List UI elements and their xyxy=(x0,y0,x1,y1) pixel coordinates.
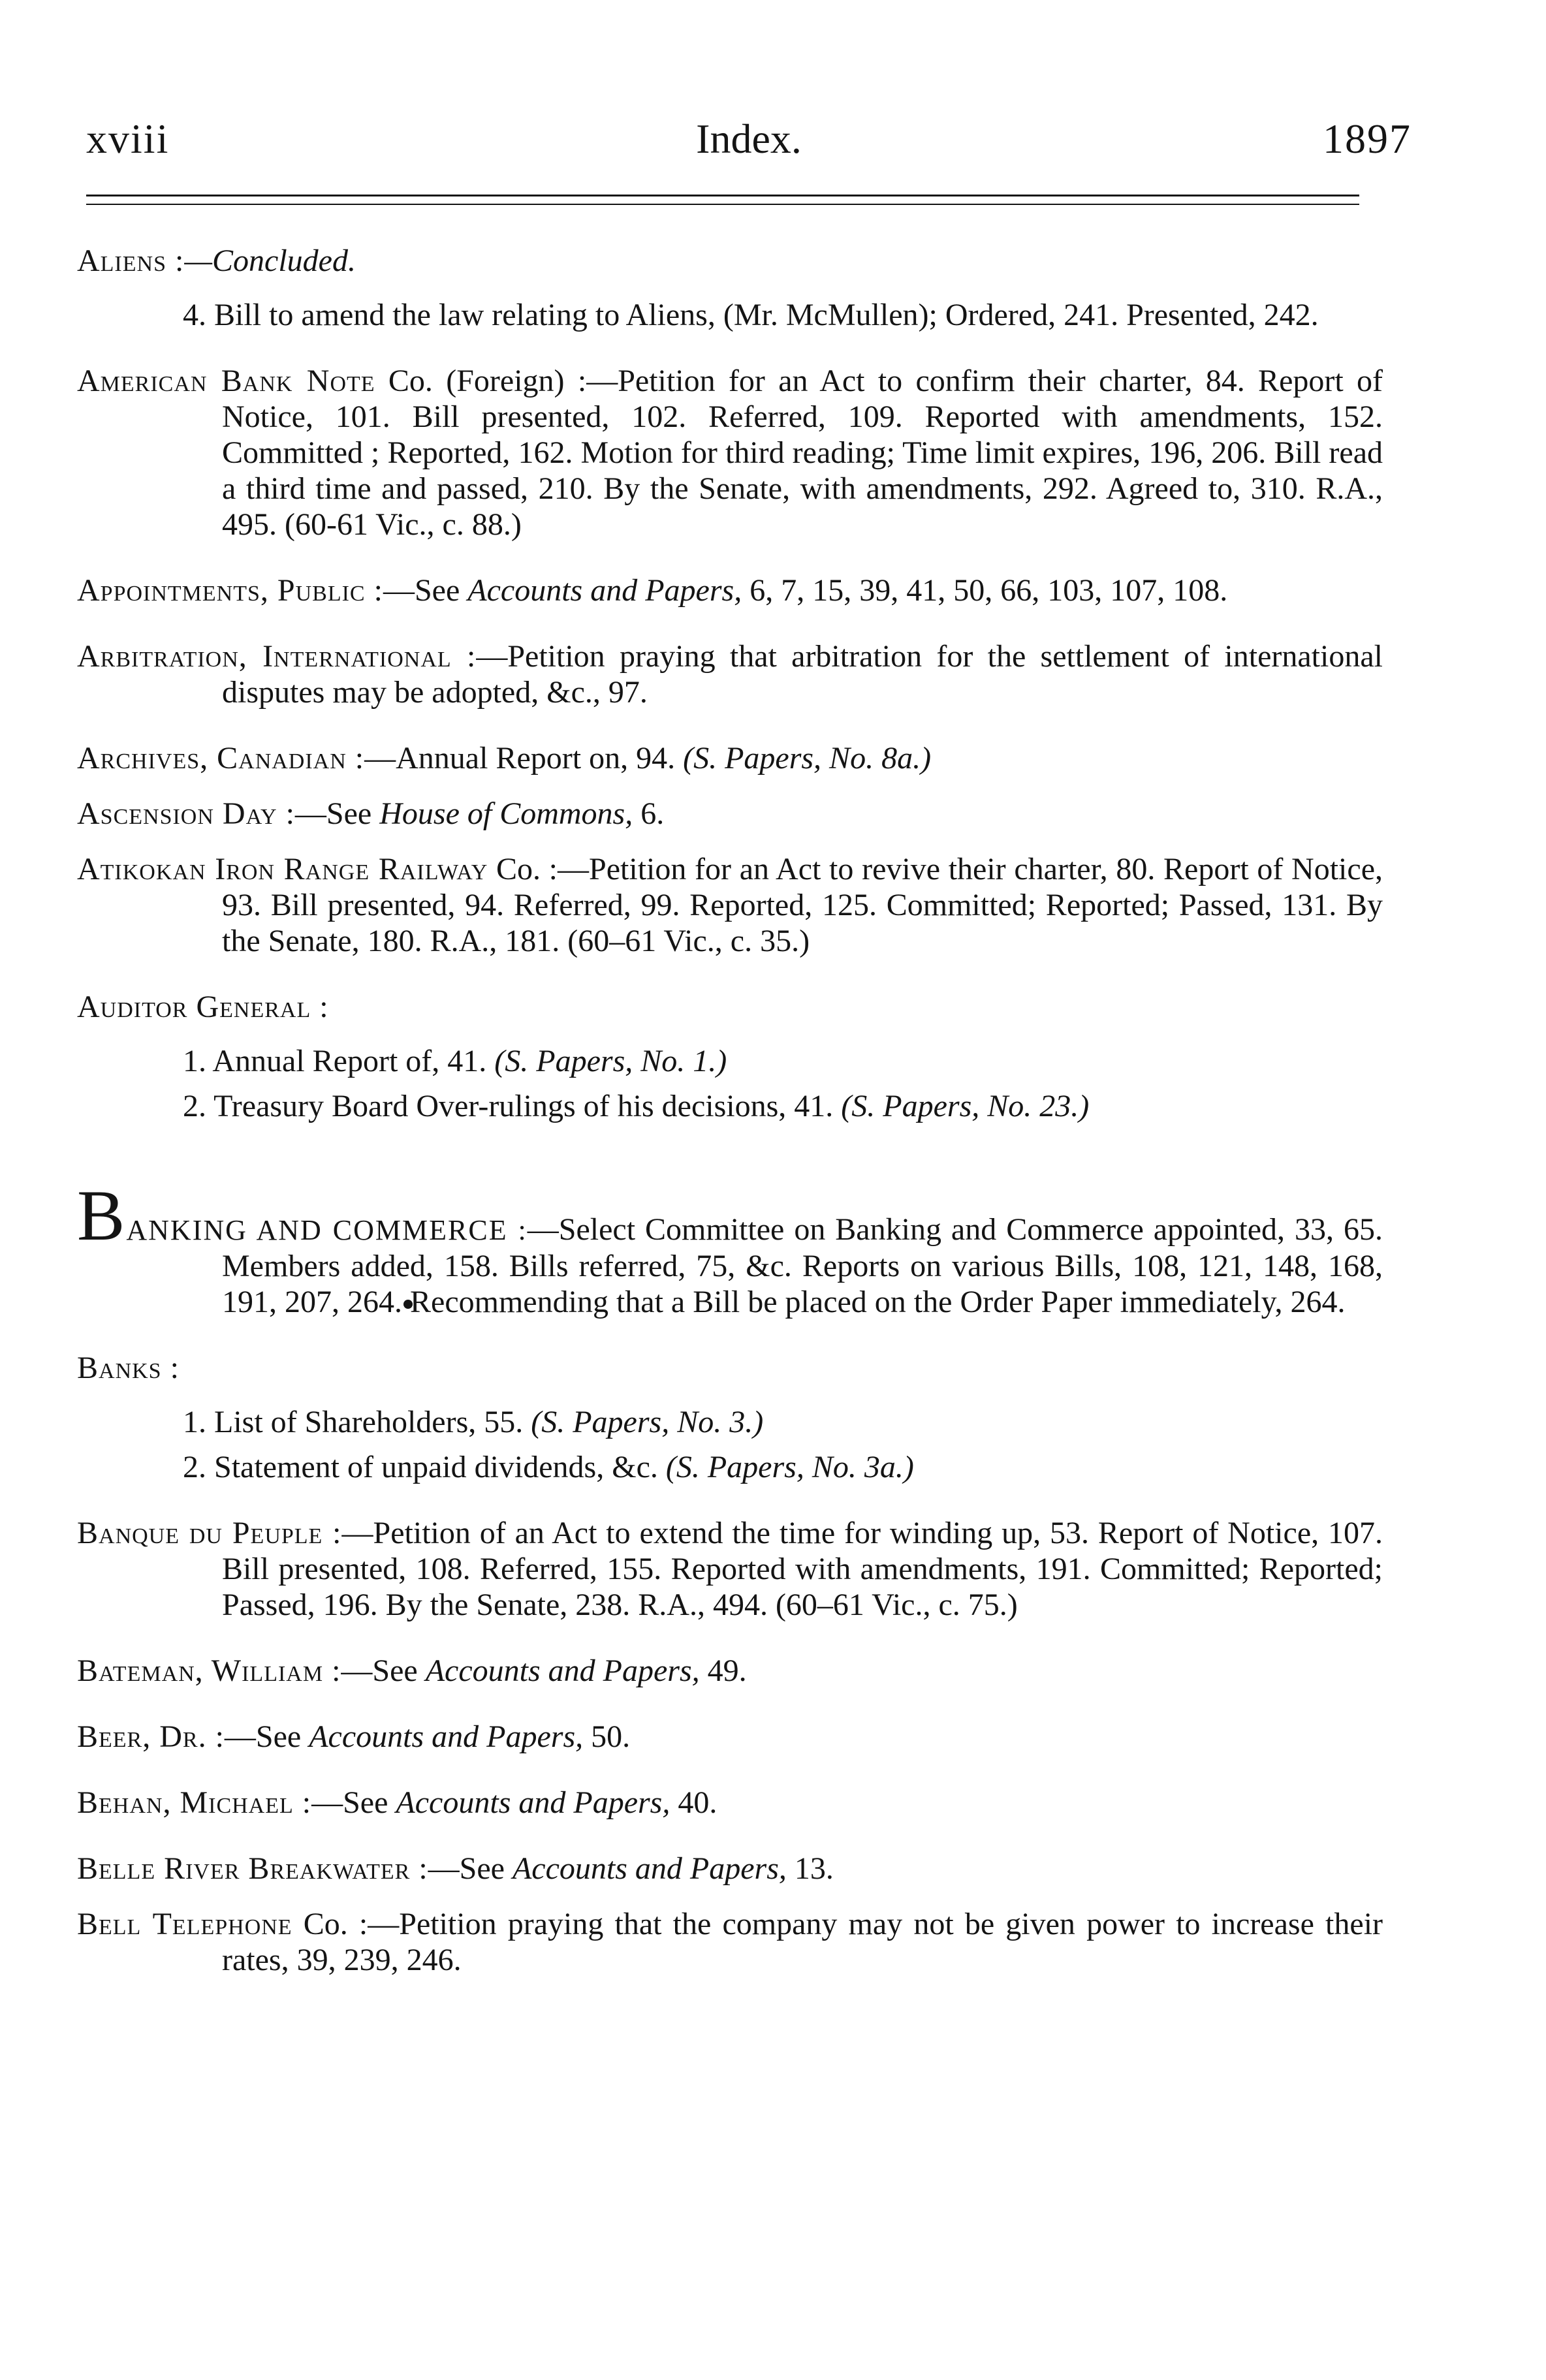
entry-bell-telephone xyxy=(77,1906,1383,1978)
entry-ascension xyxy=(77,796,1383,832)
entry-subitem xyxy=(77,1088,1383,1124)
entry-belle-river xyxy=(77,1851,1383,1887)
entry-heading: Behan, Michael : xyxy=(77,1785,312,1820)
entry-heading: Aliens : xyxy=(77,243,185,278)
entry-heading: Bateman, William : xyxy=(77,1653,341,1688)
entry-reference: Accounts and Papers, xyxy=(467,573,742,608)
entry-pages: 40. xyxy=(670,1785,718,1820)
page-title: Index. xyxy=(696,116,802,162)
entry-heading: Bell Telephone xyxy=(77,1907,292,1941)
entry-appointments xyxy=(77,572,1383,608)
entry-atikokan xyxy=(77,851,1383,959)
entry-heading: Banque du Peuple : xyxy=(77,1516,342,1550)
entry-text: —See xyxy=(224,1719,309,1754)
subitem-text: Bill to amend the law relating to Aliens, (Mr. McMullen); Ordered, 241. Presented, 242. xyxy=(214,298,1319,332)
entry-auditor-general xyxy=(77,989,1383,1124)
entry-heading-line xyxy=(77,1350,1383,1386)
entry-pages: 6, 7, 15, 39, 41, 50, 66, 103, 107, 108. xyxy=(742,573,1228,608)
page-number: xviii xyxy=(86,116,170,162)
entry-heading-rest: Co. : xyxy=(292,1907,368,1941)
entry-heading-line xyxy=(77,243,1383,279)
entry-subitem xyxy=(77,1404,1383,1440)
entry-reference: Accounts and Papers, xyxy=(512,1851,787,1886)
entry-subitem xyxy=(77,1449,1383,1485)
index-content xyxy=(77,243,1383,2008)
entry-text: —Select Committee on Banking and Commerce appointed, 33, 65. Members added, 158. Bills referred, 75, &c. Reports on various Bills, 108, 121, 148, 168, 191, 207, 264. Recommending that a Bill be placed on the Order Paper immediately, 264. xyxy=(222,1212,1383,1319)
subitem-text: Statement of unpaid dividends, &c. xyxy=(214,1450,666,1484)
entry-archives xyxy=(77,740,1383,776)
entry-heading: Auditor General : xyxy=(77,990,329,1024)
entry-reference: Accounts and Papers, xyxy=(425,1653,700,1688)
entry-subitem xyxy=(77,1043,1383,1079)
entry-reference: Accounts and Papers, xyxy=(309,1719,584,1754)
entry-heading: Archives, Canadian : xyxy=(77,741,365,775)
entry-heading: Banks : xyxy=(77,1351,180,1385)
entry-text: —Petition praying that arbitration for the settlement of international disputes may be adopted, &c., 97. xyxy=(222,639,1383,710)
subitem-reference: (S. Papers, No. 23.) xyxy=(841,1089,1090,1123)
entry-reference: (S. Papers, No. 8a.) xyxy=(683,741,932,775)
entry-pages: 49. xyxy=(699,1653,747,1688)
subitem-number: 1. xyxy=(183,1044,206,1078)
entry-pages: 6. xyxy=(633,796,665,831)
entry-reference: Accounts and Papers, xyxy=(396,1785,670,1820)
entry-heading: Arbitration, International : xyxy=(77,639,477,674)
entry-text: —See xyxy=(341,1653,426,1688)
header-rule-top xyxy=(86,195,1359,196)
entry-text: —See xyxy=(311,1785,396,1820)
entry-text: —Petition praying that the company may not be given power to increase their rates, 39, 239, 246. xyxy=(222,1907,1383,1977)
entry-text: —Petition for an Act to revive their charter, 80. Report of Notice, 93. Bill presented, 94. Referred, 99. Reported, 125. Committed; Reported; Passed, 131. By the Senate, 180. R.A., 181. (60–61 Vic., c. 35.) xyxy=(222,852,1383,958)
entry-pages: 50. xyxy=(583,1719,631,1754)
entry-reference: House of Commons, xyxy=(379,796,633,831)
entry-pages: 13. xyxy=(786,1851,834,1886)
entry-note: —Concluded. xyxy=(184,243,356,278)
entry-arbitration xyxy=(77,638,1383,710)
subitem-text: List of Shareholders, 55. xyxy=(214,1405,531,1439)
entry-heading: Ascension Day : xyxy=(77,796,295,831)
subitem-reference: (S. Papers, No. 1.) xyxy=(494,1044,727,1078)
subitem-reference: (S. Papers, No. 3.) xyxy=(531,1405,764,1439)
entry-banks xyxy=(77,1350,1383,1485)
subitem-text: Treasury Board Over-rulings of his decisions, 41. xyxy=(213,1089,842,1123)
entry-banking-commerce xyxy=(77,1176,1383,1320)
page-header xyxy=(86,110,1412,168)
header-rule-bottom xyxy=(86,204,1359,205)
entry-banque-du-peuple xyxy=(77,1515,1383,1623)
entry-american-bank-note xyxy=(77,363,1383,542)
entry-bateman xyxy=(77,1653,1383,1689)
entry-text: —Annual Report on, 94. xyxy=(364,741,684,775)
entry-heading: ANKING AND COMMERCE : xyxy=(126,1214,528,1246)
drop-cap-letter: B xyxy=(77,1176,125,1255)
subitem-reference: (S. Papers, No. 3a.) xyxy=(665,1450,914,1484)
entry-text: —See xyxy=(428,1851,513,1886)
entry-subitem xyxy=(77,297,1383,333)
entry-heading: Atikokan Iron Range Railway xyxy=(77,852,488,886)
entry-heading-rest: Co. : xyxy=(488,852,558,886)
entry-beer xyxy=(77,1719,1383,1755)
entry-text: —Petition of an Act to extend the time for winding up, 53. Report of Notice, 107. Bill presented, 108. Referred, 155. Reported with amendments, 191. Committed; Reported; Passed, 196. By the Senate, 238. R.A., 494. (60–61 Vic., c. 75.) xyxy=(222,1516,1383,1622)
subitem-number: 4. xyxy=(183,298,206,332)
subitem-number: 2. xyxy=(183,1450,206,1484)
page-year: 1897 xyxy=(1323,116,1412,162)
entry-text: —Petition for an Act to confirm their charter, 84. Report of Notice, 101. Bill presented, 102. Referred, 109. Reported with amendments, 152. Committed ; Reported, 162. Motion for third reading; Time limit expires, 196, 206. Bill read a third time and passed, 210. By the Senate, with amendments, 292. Agreed to, 310. R.A., 495. (60-61 Vic., c. 88.) xyxy=(222,364,1383,542)
subitem-text: Annual Report of, 41. xyxy=(212,1044,495,1078)
subitem-number: 1. xyxy=(183,1405,206,1439)
entry-aliens xyxy=(77,243,1383,333)
entry-text: —See xyxy=(383,573,468,608)
entry-heading-line xyxy=(77,989,1383,1025)
entry-text: —See xyxy=(294,796,380,831)
entry-heading: Beer, Dr. : xyxy=(77,1719,225,1754)
subitem-number: 2. xyxy=(183,1089,206,1123)
entry-heading: Belle River Breakwater : xyxy=(77,1851,428,1886)
entry-heading: Appointments, Public : xyxy=(77,573,383,608)
entry-behan xyxy=(77,1785,1383,1821)
entry-heading-rest: Co. (Foreign) : xyxy=(375,364,587,398)
entry-heading: American Bank Note xyxy=(77,364,375,398)
